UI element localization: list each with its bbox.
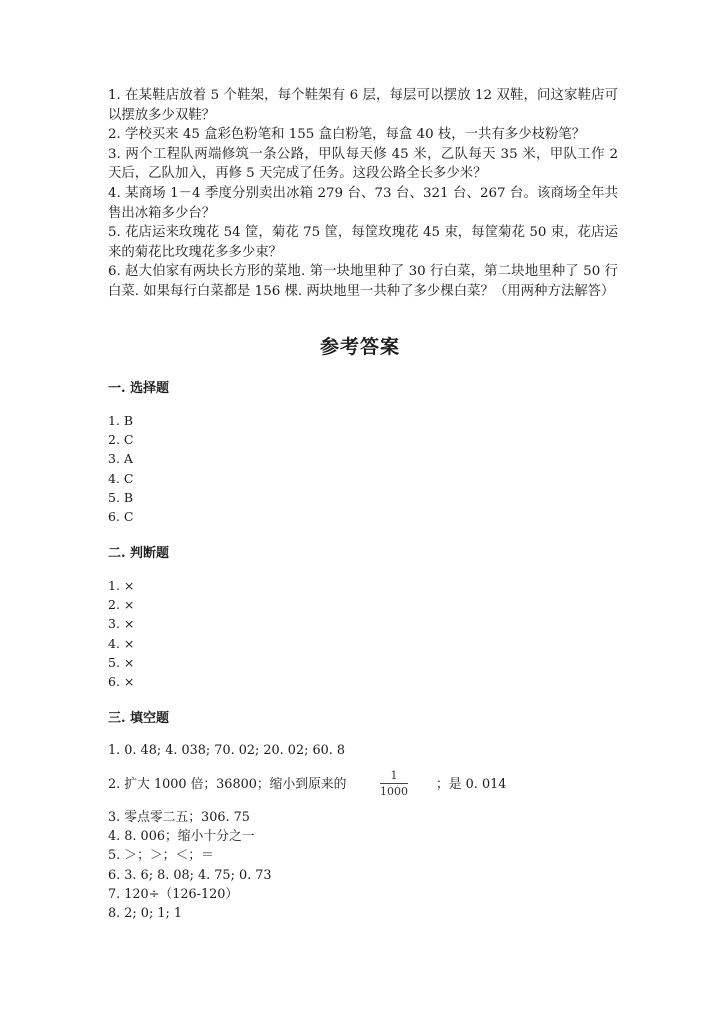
judgement-answers (108, 576, 134, 691)
choice-answer: 4. C (108, 470, 134, 486)
word-problems (108, 86, 618, 302)
fraction-numerator: 1 (390, 769, 398, 782)
choice-answer: 5. B (108, 489, 134, 505)
judgement-answer: 2. × (108, 597, 135, 613)
answer-key-title: 参考答案 (319, 336, 400, 358)
problem-4: 4. 某商场 1－4 季度分别卖出冰箱 279 台、73 台、321 台、267 台。该商场全年共售出冰箱多少台？ (108, 185, 618, 221)
fill-answer: 1. 0. 48; 4. 038; 70. 02; 20. 02; 60. 8 (108, 743, 346, 758)
judgement-answer: 3. × (108, 616, 135, 632)
problem-3: 3. 两个工程队两端修筑一条公路，甲队每天修 45 米，乙队每天 35 米，甲队工作 2 天后，乙队加入，再修 5 天完成了任务。这段公路全长多少米？ (108, 146, 618, 182)
fill-answer: 6. 3. 6; 8. 08; 4. 75; 0. 73 (108, 867, 272, 883)
fraction (378, 769, 410, 798)
fill-answers-rest (108, 808, 628, 923)
fill-answer-row-1 (108, 741, 628, 760)
judgement-answer: 5. × (108, 654, 135, 670)
fill-answer: 8. 2; 0; 1; 1 (108, 906, 182, 922)
fill-answer: 5. ＞；＞；＜；＝ (108, 848, 214, 864)
problem-1: 1. 在某鞋店放着 5 个鞋架，每个鞋架有 6 层，每层可以摆放 12 双鞋，问这家鞋店可以摆放多少双鞋？ (108, 88, 618, 123)
fill-answer: 3. 零点零二五；306. 75 (108, 810, 250, 825)
section-heading-judgement: 二. 判断题 (108, 546, 170, 561)
problem-2: 2. 学校买来 45 盒彩色粉笔和 155 盒白粉笔，每盒 40 枝，一共有多少枝粉笔？ (108, 127, 586, 143)
fill-answer: 4. 8. 006；缩小十分之一 (108, 829, 255, 845)
judgement-answer: 6. × (108, 674, 135, 690)
problem-6: 6. 赵大伯家有两块长方形的菜地. 第一块地里种了 30 行白菜，第二块地里种了 50 行白菜. 如果每行白菜都是 156 棵. 两块地里一共种了多少棵白菜？（用两种方法解答） (108, 264, 618, 299)
fraction-bar (380, 783, 408, 784)
judgement-answer: 1. × (108, 578, 135, 593)
fill-answer-row-2 (108, 769, 628, 805)
fill-answer: 7. 120÷（126-120） (108, 886, 239, 902)
choice-answers (108, 411, 133, 526)
fill-answer-text: ；是 0. 014 (436, 777, 507, 792)
choice-answer: 6. C (108, 509, 134, 525)
section-heading-fill-blank: 三. 填空题 (108, 711, 170, 726)
fraction-denominator: 1000 (380, 785, 408, 798)
choice-answer: 2. C (108, 432, 134, 448)
problem-5: 5. 花店运来玫瑰花 54 筐，菊花 75 筐，每筐玫瑰花 45 束，每筐菊花 50 束，花店运来的菊花比玫瑰花多多少束？ (108, 225, 618, 260)
section-heading-choice: 一. 选择题 (108, 381, 170, 396)
fill-answer-text: 2. 扩大 1000 倍；36800；缩小到原来的 (108, 777, 347, 792)
choice-answer: 1. B (108, 413, 134, 428)
judgement-answer: 4. × (108, 635, 135, 651)
choice-answer: 3. A (108, 451, 133, 467)
